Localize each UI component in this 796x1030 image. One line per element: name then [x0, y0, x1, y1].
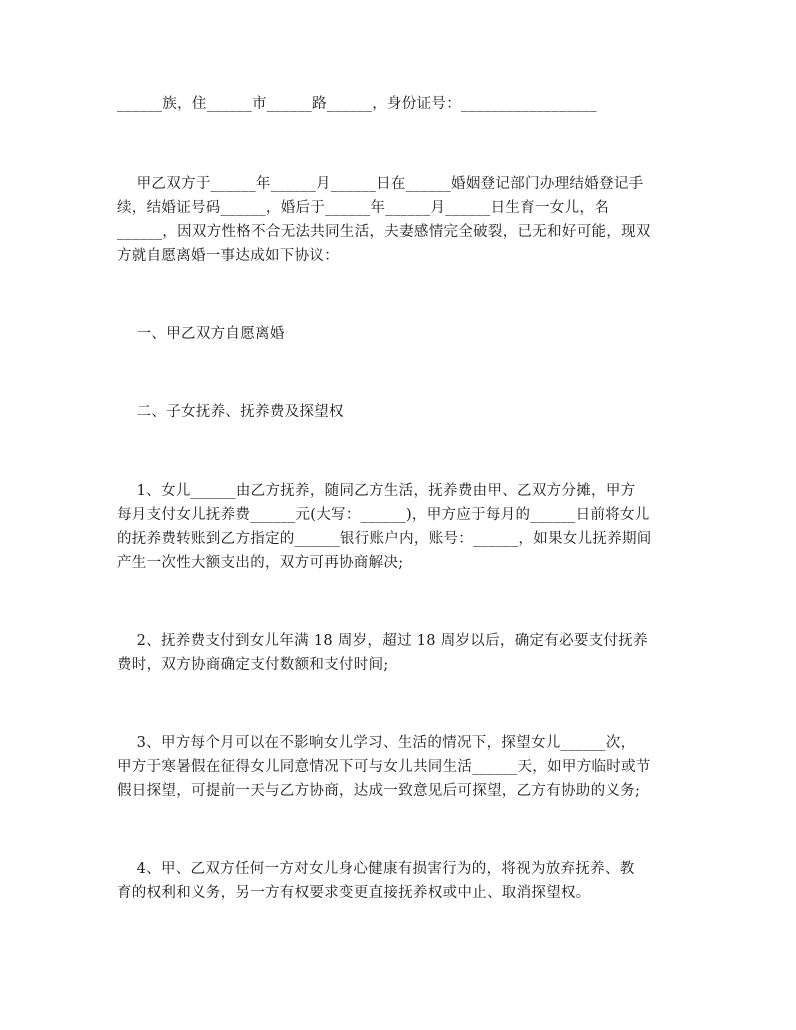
section-heading-1: 一、甲乙双方自愿离婚	[117, 326, 285, 342]
section-heading-2: 二、子女抚养、抚养费及探望权	[117, 404, 344, 420]
clause-2-line-2: 费时，双方协商确定支付数额和支付时间;	[117, 657, 389, 673]
intro-line-1: 甲乙双方于______年______月______日在______婚姻登记部门办理结婚登记手	[117, 176, 644, 192]
clause-3-line-1: 3、甲方每个月可以在不影响女儿学习、生活的情况下，探望女儿______次，	[117, 735, 636, 751]
clause-1-line-4: 产生一次性大额支出的，双方可再协商解决;	[117, 555, 404, 571]
clause-1-line-1: 1、女儿______由乙方抚养，随同乙方生活，抚养费由甲、乙双方分摊，甲方	[117, 483, 636, 499]
intro-line-2: 续，结婚证号码______，婚后于______年______月______日生育一女儿，名	[117, 200, 609, 216]
clause-3-line-3: 假日探望，可提前一天与乙方协商，达成一致意见后可探望，乙方有协助的义务;	[117, 783, 641, 799]
intro-line-4: 方就自愿离婚一事达成如下协议：	[117, 248, 339, 264]
header-line: ______族，住______市______路______，身份证号：__________________	[117, 96, 597, 112]
clause-1-line-3: 的抚养费转账到乙方指定的______银行账户内，账号：______，如果女儿抚养期间	[117, 531, 652, 547]
clause-4-line-2: 育的权利和义务，另一方有权要求变更直接抚养权或中止、取消探望权。	[117, 885, 591, 901]
clause-3-line-2: 甲方于寒暑假在征得女儿同意情况下可与女儿共同生活______天，如甲方临时或节	[117, 759, 651, 775]
clause-4-line-1: 4、甲、乙双方任何一方对女儿身心健康有损害行为的，将视为放弃抚养、教	[117, 861, 635, 877]
clause-2-line-1: 2、抚养费支付到女儿年满 18 周岁，超过 18 周岁以后，确定有必要支付抚养	[117, 633, 648, 649]
clause-1-line-2: 每月支付女儿抚养费______元(大写：______)，甲方应于每月的______日前将女儿	[117, 507, 650, 523]
intro-line-3: ______，因双方性格不合无法共同生活，夫妻感情完全破裂，已无和好可能，现双	[117, 224, 651, 240]
